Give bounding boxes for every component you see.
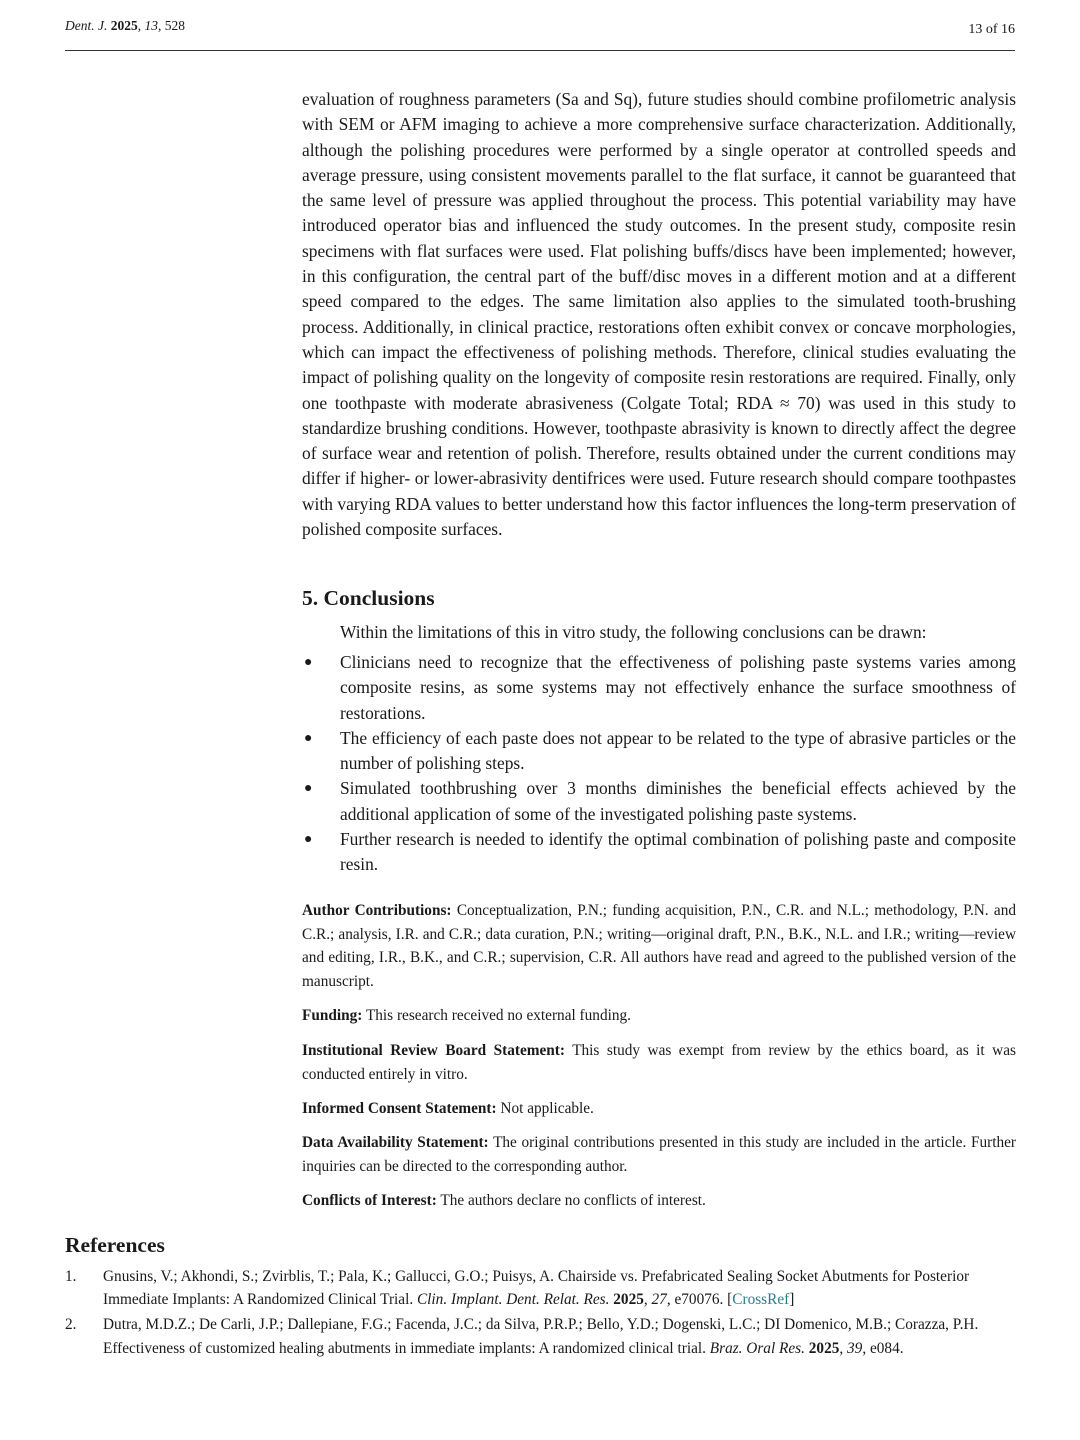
funding-text: This research received no external funding. <box>365 1007 631 1024</box>
reference-journal: Braz. Oral Res. <box>709 1339 805 1357</box>
reference-item: 1. Gnusins, V.; Akhondi, S.; Zvirblis, T.; Pala, K.; Gallucci, G.O.; Puisys, A. Chairside vs. Prefabricated Sealing Socket Abutments for Posterior Immediate Implants: A Randomized Clinical Trial. Clin. Implant. Dent. Relat. Res. 2025, 27, e70076. [CrossRef] <box>65 1265 1016 1311</box>
reference-journal: Clin. Implant. Dent. Relat. Res. <box>416 1291 610 1309</box>
references-list <box>65 1265 1016 1362</box>
limitations-section <box>302 87 1016 542</box>
consent-label: Informed Consent Statement: <box>302 1100 497 1117</box>
data-availability-text: The original contributions presented in this study are included in the article. Further inquiries can be directed to the corresponding author. <box>302 1134 1016 1175</box>
bullet-icon: ● <box>304 832 313 848</box>
conflicts-statement <box>302 1189 1016 1213</box>
reference-authors-title: Gnusins, V.; Akhondi, S.; Zvirblis, T.; Pala, K.; Gallucci, G.O.; Puisys, A. Chairside vs. Prefabricated Sealing Socket Abutments for Posterior Immediate Implants: A Randomized Clinical Trial. <box>103 1268 970 1309</box>
funding-statement <box>302 1004 1016 1028</box>
conclusions-list <box>302 650 1016 878</box>
reference-authors-title: Dutra, M.D.Z.; De Carli, J.P.; Dallepiane, F.G.; Facenda, J.C.; da Silva, P.R.P.; Bello, Y.D.; Dogenski, L.C.; DI Domenico, M.B.; Corazza, P.H. Effectiveness of customized healing abutments in immediate implants: A randomized clinical trial. <box>103 1316 979 1357</box>
conflicts-text: The authors declare no conflicts of interest. <box>440 1192 706 1209</box>
consent-statement <box>302 1097 1016 1121</box>
conclusion-item <box>302 650 1016 726</box>
conclusion-text: The efficiency of each paste does not appear to be related to the type of abrasive particles or the number of polishing steps. <box>340 727 1016 774</box>
reference-number: 2. <box>65 1316 77 1334</box>
author-contributions <box>302 899 1016 993</box>
reference-item: 2. Dutra, M.D.Z.; De Carli, J.P.; Dallepiane, F.G.; Facenda, J.C.; da Silva, P.R.P.; Bello, Y.D.; Dogenski, L.C.; DI Domenico, M.B.; Corazza, P.H. Effectiveness of customized healing abutments in immediate implants: A randomized clinical trial. Braz. Oral Res. 2025, 39, e084. <box>65 1313 1016 1359</box>
limitations-paragraph: evaluation of roughness parameters (Sa and Sq), future studies should combine profilometric analysis with SEM or AFM imaging to achieve a more comprehensive surface characterization. Additionally, although the polishing procedures were performed by a single operator at controlled speeds and average pressure, using consistent movements parallel to the flat surface, it cannot be guaranteed that the same level of pressure was applied throughout the process. This potential variability may have introduced operator bias and influenced the study outcomes. In the present study, composite resin specimens with flat surfaces were used. Flat polishing buffs/discs have been implemented; however, in this configuration, the central part of the buff/disc moves in a different motion and at a different speed compared to the edges. The same limitation also applies to the simulated tooth-brushing process. Additionally, in clinical practice, restorations often exhibit convex or concave morphologies, which can impact the effectiveness of polishing methods. Therefore, clinical studies evaluating the impact of polishing quality on the longevity of composite resin restorations are required. Finally, only one toothpaste with moderate abrasiveness (Colgate Total; RDA ≈ 70) was used in this study to standardize brushing conditions. However, toothpaste abrasivity is known to directly affect the degree of surface wear and retention of polish. Therefore, results obtained under the current conditions may differ if higher- or lower-abrasivity dentifrices were used. Future research should compare toothpastes with varying RDA values to better understand how this factor influences the long-term preservation of polished composite surfaces. <box>302 89 1016 540</box>
author-contributions-label: Author Contributions: <box>302 902 452 919</box>
bullet-icon: ● <box>304 781 313 797</box>
page-header <box>65 16 1015 51</box>
crossref-link[interactable]: CrossRef <box>732 1291 790 1309</box>
conclusions-heading: 5. Conclusions <box>302 586 435 610</box>
conclusion-item <box>302 726 1016 777</box>
bullet-icon: ● <box>304 730 313 746</box>
author-contributions-text: Conceptualization, P.N.; funding acquisition, P.N., C.R. and N.L.; methodology, P.N. and C.R.; analysis, I.R. and C.R.; data curation, P.N.; writing—original draft, P.N., B.K., N.L. and I.R.; writing—review and editing, I.R., B.K., and C.R.; supervision, C.R. All authors have read and agreed to the published version of the manuscript. <box>302 902 1017 990</box>
reference-pages: e70076 <box>674 1291 720 1309</box>
references-heading: References <box>65 1233 165 1257</box>
conclusions-intro: Within the limitations of this in vitro study, the following conclusions can be drawn: <box>340 622 927 642</box>
conclusion-text: Further research is needed to identify the optimal combination of polishing paste and composite resin. <box>340 829 1016 875</box>
bullet-icon: ● <box>304 655 313 670</box>
conclusion-item <box>302 827 1016 878</box>
reference-pages: e084 <box>869 1339 900 1357</box>
irb-text: This study was exempt from review by the ethics board, as it was conducted entirely in vitro. <box>302 1042 1016 1083</box>
conclusion-text: Clinicians need to recognize that the effectiveness of polishing paste systems varies among composite resins, as some systems may not effectively enhance the surface smoothness of restorations. <box>340 652 1016 723</box>
reference-number: 1. <box>65 1268 77 1285</box>
irb-statement <box>302 1039 1016 1086</box>
reference-year: 2025 <box>808 1339 840 1357</box>
reference-volume: 39 <box>847 1339 863 1357</box>
consent-text: Not applicable. <box>500 1100 594 1117</box>
conclusion-item <box>302 776 1016 827</box>
journal-year: 2025 <box>110 18 138 33</box>
journal-article: 528 <box>164 18 185 33</box>
reference-year: 2025 <box>613 1291 644 1309</box>
reference-volume: 27 <box>651 1291 667 1309</box>
irb-label: Institutional Review Board Statement: <box>302 1042 565 1059</box>
funding-label: Funding: <box>302 1007 363 1024</box>
conflicts-label: Conflicts of Interest: <box>302 1192 437 1209</box>
journal-abbrev: Dent. J. <box>65 18 108 33</box>
data-availability-statement <box>302 1131 1016 1178</box>
page-number: 13 of 16 <box>968 22 1015 37</box>
journal-volume: 13 <box>144 18 158 33</box>
journal-citation: Dent. J. 2025, 13, 528 <box>65 18 185 33</box>
data-availability-label: Data Availability Statement: <box>302 1134 489 1151</box>
conclusion-text: Simulated toothbrushing over 3 months diminishes the beneficial effects achieved by the additional application of some of the investigated polishing paste systems. <box>340 778 1016 824</box>
